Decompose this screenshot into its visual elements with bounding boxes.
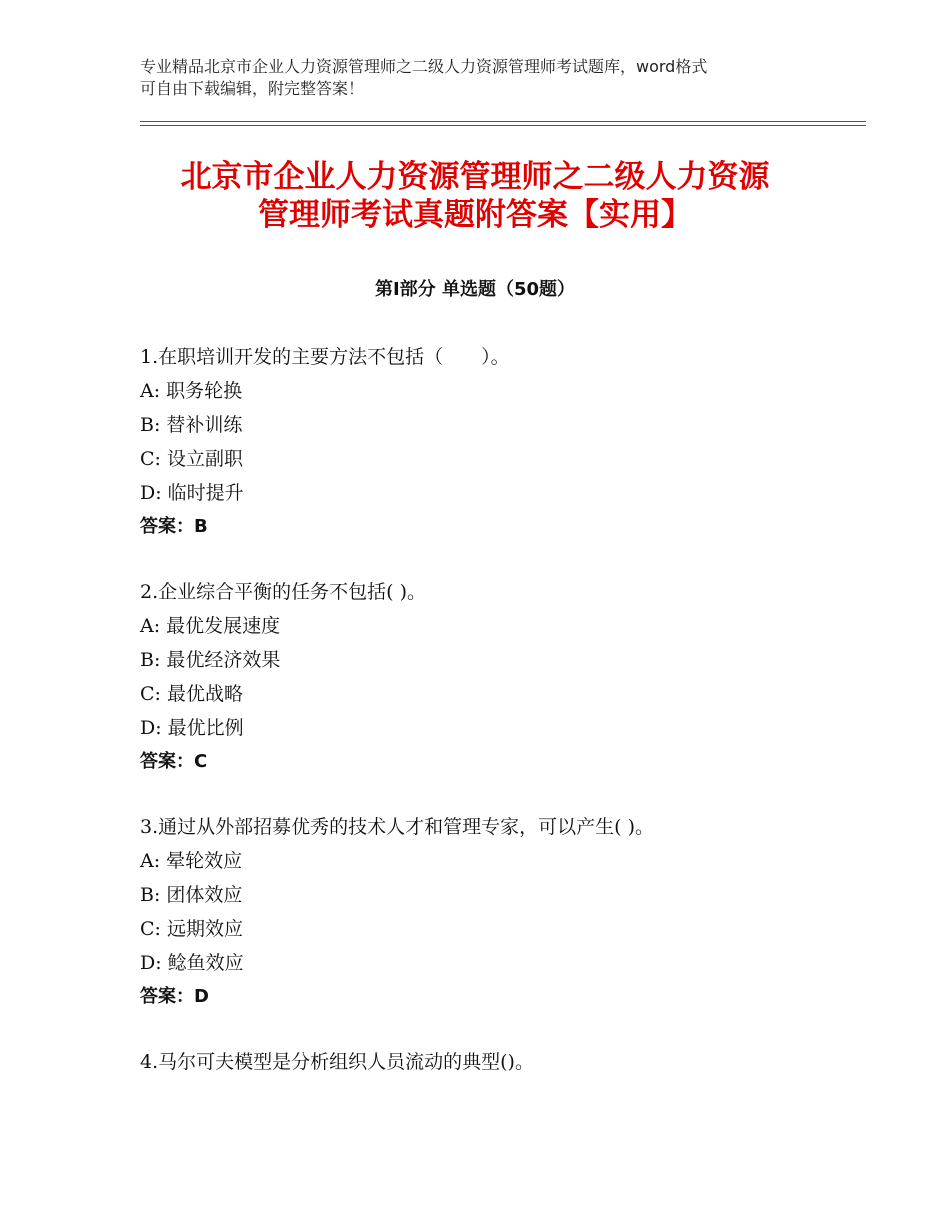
question-stem: 4.马尔可夫模型是分析组织人员流动的典型()。 (140, 1051, 534, 1073)
answer-label: 答案：C (140, 751, 208, 772)
question-stem: 1.在职培训开发的主要方法不包括（ ）。 (140, 346, 510, 368)
question-stem: 2.企业综合平衡的任务不包括( )。 (140, 581, 426, 603)
option-d: D: 鲶鱼效应 (140, 952, 244, 974)
option-c: C: 远期效应 (140, 918, 243, 940)
option-a: A: 晕轮效应 (140, 850, 243, 872)
document-title-line-2: 管理师考试真题附答案【实用】 (258, 197, 692, 233)
option-d: D: 最优比例 (140, 717, 244, 739)
section-heading: 第Ⅰ部分 单选题（50题） (374, 279, 575, 300)
question-2 (140, 575, 860, 779)
header-rule-top (140, 121, 866, 122)
question-1 (140, 340, 860, 544)
question-3 (140, 810, 860, 1014)
question-list (140, 340, 860, 1110)
option-a: A: 最优发展速度 (140, 615, 281, 637)
option-c: C: 设立副职 (140, 448, 243, 470)
document-title (100, 158, 850, 234)
answer-label: 答案：D (140, 986, 209, 1007)
question-stem: 3.通过从外部招募优秀的技术人才和管理专家，可以产生( )。 (140, 816, 654, 838)
option-b: B: 团体效应 (140, 884, 243, 906)
option-b: B: 替补训练 (140, 414, 243, 436)
header-rule-bottom (140, 125, 866, 126)
question-4 (140, 1045, 860, 1079)
option-b: B: 最优经济效果 (140, 649, 281, 671)
answer-label: 答案：B (140, 516, 208, 537)
option-d: D: 临时提升 (140, 482, 244, 504)
header-note (140, 56, 820, 100)
option-c: C: 最优战略 (140, 683, 243, 705)
header-note-line-2: 可自由下载编辑，附完整答案！ (140, 79, 365, 98)
header-note-line-1: 专业精品北京市企业人力资源管理师之二级人力资源管理师考试题库，word格式 (140, 57, 708, 76)
option-a: A: 职务轮换 (140, 380, 243, 402)
document-title-line-1: 北京市企业人力资源管理师之二级人力资源 (180, 159, 770, 195)
